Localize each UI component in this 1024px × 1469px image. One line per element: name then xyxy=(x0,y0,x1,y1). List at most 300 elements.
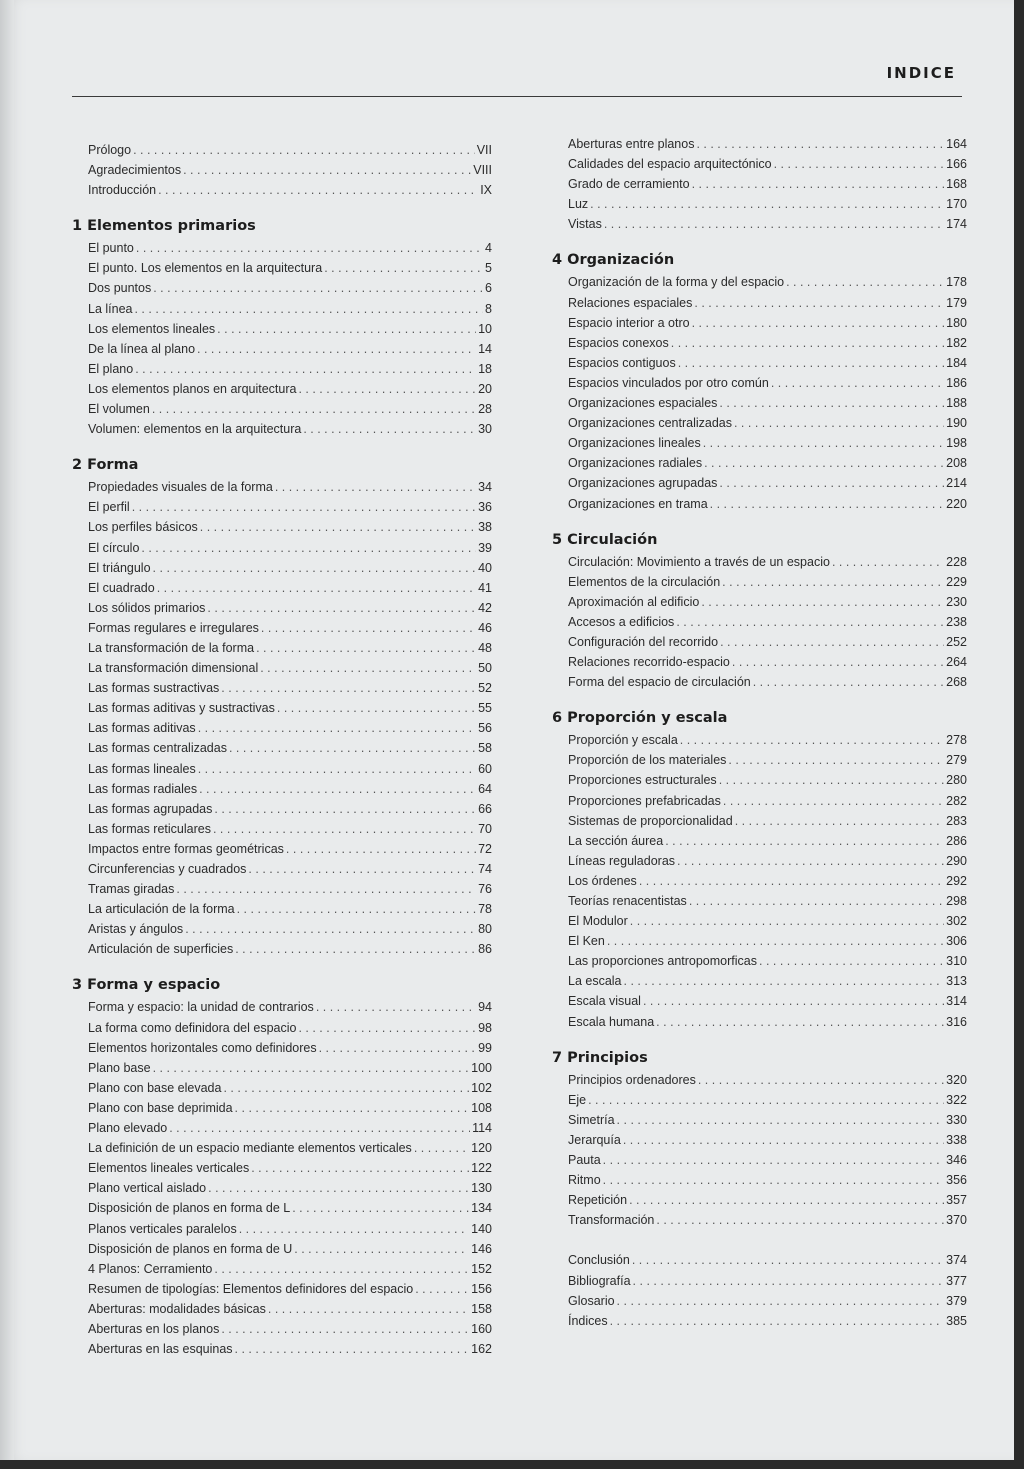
toc-entry xyxy=(552,214,967,234)
entry-page-number: 48 xyxy=(478,640,492,655)
dot-leader xyxy=(677,851,944,871)
entry-page-number: 74 xyxy=(478,862,492,876)
dot-leader xyxy=(298,379,476,399)
toc-entry xyxy=(72,618,492,638)
toc-entry xyxy=(72,779,492,799)
toc-entry xyxy=(552,811,967,831)
section-heading: 4 Organización xyxy=(552,252,675,269)
entry-page-number: 230 xyxy=(946,594,967,609)
entry-page-number: 134 xyxy=(471,1201,492,1216)
entry-title: Relaciones espaciales xyxy=(568,295,693,310)
toc-entry xyxy=(552,1070,967,1090)
entry-title: Las formas lineales xyxy=(88,761,196,776)
toc-entry xyxy=(552,1150,967,1170)
toc-entry xyxy=(72,638,492,658)
entry-title: La transformación de la forma xyxy=(88,640,255,655)
toc-entry xyxy=(72,1198,492,1218)
entry-page-number: 20 xyxy=(478,381,492,396)
entry-page-number: 302 xyxy=(946,914,967,929)
entry-title: Organizaciones agrupadas xyxy=(568,476,718,491)
entry-page-number: 6 xyxy=(485,281,492,296)
entry-title: Forma del espacio de circulación xyxy=(568,675,751,690)
toc-entry xyxy=(552,1291,967,1311)
entry-page-number: VII xyxy=(476,143,492,157)
entry-title: Elementos lineales verticales xyxy=(88,1161,250,1176)
toc-entry xyxy=(552,1130,967,1150)
entry-page-number: 264 xyxy=(946,655,967,670)
entry-page-number: 188 xyxy=(946,396,967,411)
toc-entry xyxy=(72,759,492,779)
entry-page-number: 179 xyxy=(946,295,967,310)
dot-leader xyxy=(275,477,476,497)
entry-page-number: 180 xyxy=(946,315,967,330)
toc-section xyxy=(552,706,967,1031)
toc-entry xyxy=(72,1279,492,1299)
toc-entry xyxy=(72,1219,492,1239)
toc-entry xyxy=(72,558,492,578)
entry-title: Prólogo xyxy=(88,143,132,157)
entry-title: Las formas sustractivas xyxy=(88,681,220,696)
toc-entry xyxy=(72,1018,492,1038)
entry-page-number: 314 xyxy=(946,994,967,1009)
dot-leader xyxy=(277,698,476,718)
entry-title: Los sólidos primarios xyxy=(88,600,206,615)
entry-title: Pauta xyxy=(568,1153,601,1168)
entry-title: Eje xyxy=(568,1092,587,1107)
entry-page-number: 338 xyxy=(946,1132,967,1147)
toc-entry xyxy=(552,831,967,851)
toc-entry xyxy=(552,991,967,1011)
dot-leader xyxy=(624,971,945,991)
dot-leader xyxy=(197,339,476,359)
toc-entry xyxy=(552,1090,967,1110)
entry-page-number: 152 xyxy=(471,1261,492,1276)
entry-page-number: 268 xyxy=(946,675,967,690)
dot-leader xyxy=(324,258,483,278)
entry-title: Planos verticales paralelos xyxy=(88,1221,237,1236)
entry-title: Plano base xyxy=(88,1060,151,1075)
dot-leader xyxy=(719,770,944,790)
toc-entry xyxy=(552,1250,967,1270)
toc-entry xyxy=(552,791,967,811)
dot-leader xyxy=(656,1210,944,1230)
dot-leader xyxy=(617,1291,945,1311)
entry-page-number: 279 xyxy=(946,753,967,768)
toc-entry xyxy=(72,939,492,959)
toc-entry xyxy=(72,839,492,859)
dot-leader xyxy=(133,140,475,160)
entry-title: Plano vertical aislado xyxy=(88,1181,207,1196)
entry-page-number: 36 xyxy=(478,500,492,515)
entry-title: Dos puntos xyxy=(88,281,152,296)
dot-leader xyxy=(771,373,944,393)
entry-page-number: 140 xyxy=(471,1221,492,1236)
entry-title: Propiedades visuales de la forma xyxy=(88,480,273,495)
toc-entry xyxy=(552,770,967,790)
dot-leader xyxy=(722,572,944,592)
entry-title: Organizaciones lineales xyxy=(568,436,701,451)
entry-title: Impactos entre formas geométricas xyxy=(88,841,284,856)
entry-title: El círculo xyxy=(88,540,140,555)
toc-entry xyxy=(72,919,492,939)
entry-page-number: 379 xyxy=(946,1293,967,1308)
toc-entry xyxy=(72,1259,492,1279)
toc-entry xyxy=(552,1190,967,1210)
dot-leader xyxy=(676,612,944,632)
dot-leader xyxy=(603,1170,944,1190)
entry-page-number: 78 xyxy=(478,902,492,917)
entry-page-number: 377 xyxy=(946,1273,967,1288)
dot-leader xyxy=(176,879,476,899)
entry-page-number: 229 xyxy=(946,574,967,589)
toc-entry xyxy=(552,194,967,214)
dot-leader xyxy=(169,1118,470,1138)
entry-page-number: 356 xyxy=(946,1173,967,1188)
dot-leader xyxy=(223,1078,469,1098)
toc-entry xyxy=(72,658,492,678)
dot-leader xyxy=(286,839,476,859)
dot-leader xyxy=(268,1299,469,1319)
entry-page-number: 64 xyxy=(478,781,492,796)
dot-leader xyxy=(217,319,476,339)
toc-entry xyxy=(552,552,967,572)
entry-title: Aberturas entre planos xyxy=(568,137,695,151)
entry-title: Forma y espacio: la unidad de contrarios xyxy=(88,1000,314,1015)
entry-page-number: 166 xyxy=(946,157,967,172)
dot-leader xyxy=(237,899,476,919)
dot-leader xyxy=(208,1178,469,1198)
entry-page-number: 41 xyxy=(478,580,492,595)
toc-section xyxy=(552,134,967,234)
entry-page-number: 4 xyxy=(485,241,492,256)
toc-entry xyxy=(72,299,492,319)
toc-entry xyxy=(72,238,492,258)
dot-leader xyxy=(633,1271,945,1291)
entry-title: Disposición de planos en forma de L xyxy=(88,1201,291,1216)
entry-title: Formas regulares e irregulares xyxy=(88,620,259,635)
toc-entry xyxy=(72,879,492,899)
entry-page-number: VIII xyxy=(473,163,492,178)
entry-title: Organizaciones espaciales xyxy=(568,396,718,411)
entry-title: Repetición xyxy=(568,1193,628,1208)
entry-page-number: 58 xyxy=(478,741,492,756)
toc-entry xyxy=(552,891,967,911)
entry-title: Bibliografía xyxy=(568,1273,631,1288)
entry-title: El Modulor xyxy=(568,914,628,929)
entry-title: Circunferencias y cuadrados xyxy=(88,862,247,876)
toc-entry xyxy=(72,997,492,1017)
toc-section xyxy=(552,1230,967,1330)
toc-entry xyxy=(552,453,967,473)
entry-title: Jerarquía xyxy=(568,1132,621,1147)
dot-leader xyxy=(319,1038,476,1058)
entry-page-number: 156 xyxy=(471,1281,492,1296)
entry-page-number: 228 xyxy=(946,554,967,569)
dot-leader xyxy=(235,1339,470,1359)
entry-title: Glosario xyxy=(568,1293,615,1308)
dot-leader xyxy=(734,413,944,433)
toc-entry xyxy=(552,851,967,871)
dot-leader xyxy=(261,618,476,638)
entry-title: Elementos de la circulación xyxy=(568,574,721,589)
entry-title: La línea xyxy=(88,301,133,316)
entry-page-number: 162 xyxy=(471,1342,492,1357)
entry-title: Articulación de superficies xyxy=(88,942,234,957)
toc-entry xyxy=(72,339,492,359)
entry-title: Volumen: elementos en la arquitectura xyxy=(88,422,302,437)
dot-leader xyxy=(832,552,944,572)
entry-title: Transformación xyxy=(568,1213,655,1228)
entry-title: Los perfiles básicos xyxy=(88,520,198,535)
toc-entry xyxy=(72,140,492,160)
toc-entry xyxy=(72,578,492,598)
dot-leader xyxy=(720,632,944,652)
entry-page-number: 52 xyxy=(478,681,492,696)
entry-page-number: 306 xyxy=(946,934,967,949)
entry-title: Organización de la forma y del espacio xyxy=(568,275,785,290)
entry-title: 4 Planos: Cerramiento xyxy=(88,1261,213,1276)
entry-title: Sistemas de proporcionalidad xyxy=(568,813,733,828)
entry-title: Aberturas en los planos xyxy=(88,1321,220,1336)
entry-page-number: 178 xyxy=(946,275,967,290)
toc-left-column xyxy=(72,140,492,1359)
toc-entry xyxy=(72,359,492,379)
dot-leader xyxy=(678,353,944,373)
entry-page-number: 120 xyxy=(471,1141,492,1156)
entry-page-number: 42 xyxy=(478,600,492,615)
dot-leader xyxy=(692,174,945,194)
dot-leader xyxy=(214,1259,469,1279)
dot-leader xyxy=(710,494,944,514)
dot-leader xyxy=(316,997,476,1017)
entry-title: El punto. Los elementos en la arquitectura xyxy=(88,261,323,276)
toc-entry xyxy=(552,672,967,692)
entry-title: Las formas agrupadas xyxy=(88,801,213,816)
entry-title: Organizaciones radiales xyxy=(568,456,703,471)
toc-section xyxy=(72,214,492,439)
dot-leader xyxy=(200,517,476,537)
entry-page-number: 282 xyxy=(946,793,967,808)
dot-leader xyxy=(701,592,944,612)
entry-page-number: 38 xyxy=(478,520,492,535)
toc-entry xyxy=(72,859,492,879)
toc-entry xyxy=(552,413,967,433)
dot-leader xyxy=(292,1198,469,1218)
entry-page-number: 283 xyxy=(946,813,967,828)
toc-entry xyxy=(72,180,492,200)
dot-leader xyxy=(221,1319,469,1339)
entry-title: Los órdenes xyxy=(568,873,637,888)
entry-page-number: 100 xyxy=(471,1060,492,1075)
entry-page-number: 34 xyxy=(478,480,492,495)
entry-title: Relaciones recorrido-espacio xyxy=(568,655,730,670)
entry-page-number: 357 xyxy=(946,1193,967,1208)
entry-page-number: 252 xyxy=(946,634,967,649)
toc-entry xyxy=(72,1078,492,1098)
dot-leader xyxy=(251,1158,469,1178)
entry-title: Espacios vinculados por otro común xyxy=(568,375,769,390)
dot-leader xyxy=(298,1018,476,1038)
entry-title: Aristas y ángulos xyxy=(88,922,184,937)
toc-entry xyxy=(72,819,492,839)
header-rule xyxy=(72,96,962,97)
dot-leader xyxy=(732,652,944,672)
toc-entry xyxy=(552,971,967,991)
toc-entry xyxy=(552,272,967,292)
entry-page-number: 94 xyxy=(478,1000,492,1015)
toc-entry xyxy=(552,1311,967,1331)
entry-page-number: 292 xyxy=(946,873,967,888)
dot-leader xyxy=(153,1058,470,1078)
entry-title: El plano xyxy=(88,361,134,376)
dot-leader xyxy=(728,750,944,770)
entry-page-number: 346 xyxy=(946,1153,967,1168)
entry-title: La escala xyxy=(568,974,622,989)
dot-leader xyxy=(704,453,944,473)
entry-page-number: 385 xyxy=(946,1313,967,1328)
dot-leader xyxy=(759,951,944,971)
dot-leader xyxy=(207,598,476,618)
entry-title: Teorías renacentistas xyxy=(568,894,687,908)
entry-title: Aproximación al edificio xyxy=(568,594,700,609)
entry-page-number: 238 xyxy=(946,614,967,629)
toc-section xyxy=(72,453,492,959)
entry-page-number: 160 xyxy=(471,1321,492,1336)
dot-leader xyxy=(623,1130,944,1150)
toc-entry xyxy=(72,497,492,517)
toc-entry xyxy=(72,678,492,698)
entry-title: Grado de cerramiento xyxy=(568,177,690,192)
dot-leader xyxy=(235,1098,470,1118)
entry-page-number: 10 xyxy=(478,321,492,336)
entry-title: Índices xyxy=(568,1313,608,1328)
dot-leader xyxy=(698,1070,944,1090)
entry-page-number: 290 xyxy=(946,853,967,868)
entry-page-number: 286 xyxy=(946,833,967,848)
dot-leader xyxy=(735,811,944,831)
toc-entry xyxy=(72,477,492,497)
entry-page-number: 186 xyxy=(946,375,967,390)
entry-title: Escala visual xyxy=(568,994,641,1009)
entry-title: Las formas aditivas xyxy=(88,721,196,736)
toc-right-column xyxy=(552,134,967,1331)
entry-title: El cuadrado xyxy=(88,580,155,595)
toc-entry xyxy=(552,612,967,632)
entry-page-number: 114 xyxy=(472,1121,492,1136)
dot-leader xyxy=(639,871,944,891)
entry-page-number: 30 xyxy=(478,422,492,437)
section-spacer xyxy=(552,1230,967,1250)
dot-leader xyxy=(152,399,476,419)
toc-entry xyxy=(552,154,967,174)
entry-title: Líneas reguladoras xyxy=(568,853,676,868)
entry-page-number: 40 xyxy=(478,560,492,575)
toc-entry xyxy=(552,174,967,194)
dot-leader xyxy=(632,1250,944,1270)
toc-entry xyxy=(72,258,492,278)
toc-section xyxy=(552,248,967,513)
entry-page-number: 278 xyxy=(946,733,967,748)
entry-title: El triángulo xyxy=(88,560,151,575)
entry-page-number: 130 xyxy=(471,1181,492,1196)
entry-title: Plano elevado xyxy=(88,1121,168,1136)
dot-leader xyxy=(199,779,476,799)
toc-entry xyxy=(72,1138,492,1158)
entry-page-number: 18 xyxy=(478,361,492,376)
entry-page-number: 170 xyxy=(946,197,967,212)
page-gutter xyxy=(0,0,14,1460)
dot-leader xyxy=(132,497,476,517)
toc-section xyxy=(552,528,967,693)
entry-page-number: 55 xyxy=(478,701,492,716)
entry-title: Proporción y escala xyxy=(568,733,678,748)
entry-page-number: 313 xyxy=(946,974,967,989)
entry-title: Luz xyxy=(568,197,589,212)
dot-leader xyxy=(723,791,944,811)
dot-leader xyxy=(198,718,476,738)
dot-leader xyxy=(415,1279,469,1299)
entry-title: El Ken xyxy=(568,934,605,949)
dot-leader xyxy=(629,1190,944,1210)
toc-entry xyxy=(72,1339,492,1359)
toc-entry xyxy=(72,1319,492,1339)
entry-title: Los elementos planos en arquitectura xyxy=(88,381,297,396)
entry-page-number: 190 xyxy=(946,416,967,431)
entry-title: Conclusión xyxy=(568,1253,630,1268)
dot-leader xyxy=(753,672,944,692)
toc-entry xyxy=(552,1012,967,1032)
toc-entry xyxy=(72,160,492,180)
entry-title: La definición de un espacio mediante elementos verticales xyxy=(88,1141,412,1156)
toc-entry xyxy=(552,730,967,750)
entry-title: Las formas radiales xyxy=(88,781,198,796)
dot-leader xyxy=(689,891,944,911)
entry-title: La forma como definidora del espacio xyxy=(88,1020,297,1035)
dot-leader xyxy=(610,1311,945,1331)
dot-leader xyxy=(294,1239,469,1259)
entry-title: Las formas reticulares xyxy=(88,821,211,836)
toc-entry xyxy=(552,931,967,951)
toc-entry xyxy=(72,718,492,738)
entry-title: Aberturas en las esquinas xyxy=(88,1342,233,1357)
entry-title: El volumen xyxy=(88,402,150,417)
toc-entry xyxy=(552,1170,967,1190)
toc-entry xyxy=(552,1210,967,1230)
entry-page-number: 39 xyxy=(478,540,492,555)
dot-leader xyxy=(158,180,478,200)
dot-leader xyxy=(604,214,944,234)
toc-entry xyxy=(72,399,492,419)
toc-entry xyxy=(72,1058,492,1078)
entry-page-number: 280 xyxy=(946,773,967,788)
entry-title: Principios ordenadores xyxy=(568,1072,696,1087)
entry-title: Proporciones prefabricadas xyxy=(568,793,721,808)
toc-entry xyxy=(72,278,492,298)
dot-leader xyxy=(656,1012,944,1032)
section-heading: 6 Proporción y escala xyxy=(552,710,728,727)
entry-page-number: 70 xyxy=(478,821,492,836)
toc-entry xyxy=(72,538,492,558)
entry-title: Resumen de tipologías: Elementos definidores del espacio xyxy=(88,1281,414,1296)
dot-leader xyxy=(719,473,944,493)
entry-page-number: 182 xyxy=(946,335,967,350)
dot-leader xyxy=(692,313,945,333)
entry-page-number: 122 xyxy=(471,1161,492,1176)
section-heading: 2 Forma xyxy=(72,457,139,474)
toc-entry xyxy=(552,750,967,770)
dot-leader xyxy=(643,991,944,1011)
entry-page-number: 184 xyxy=(946,355,967,370)
